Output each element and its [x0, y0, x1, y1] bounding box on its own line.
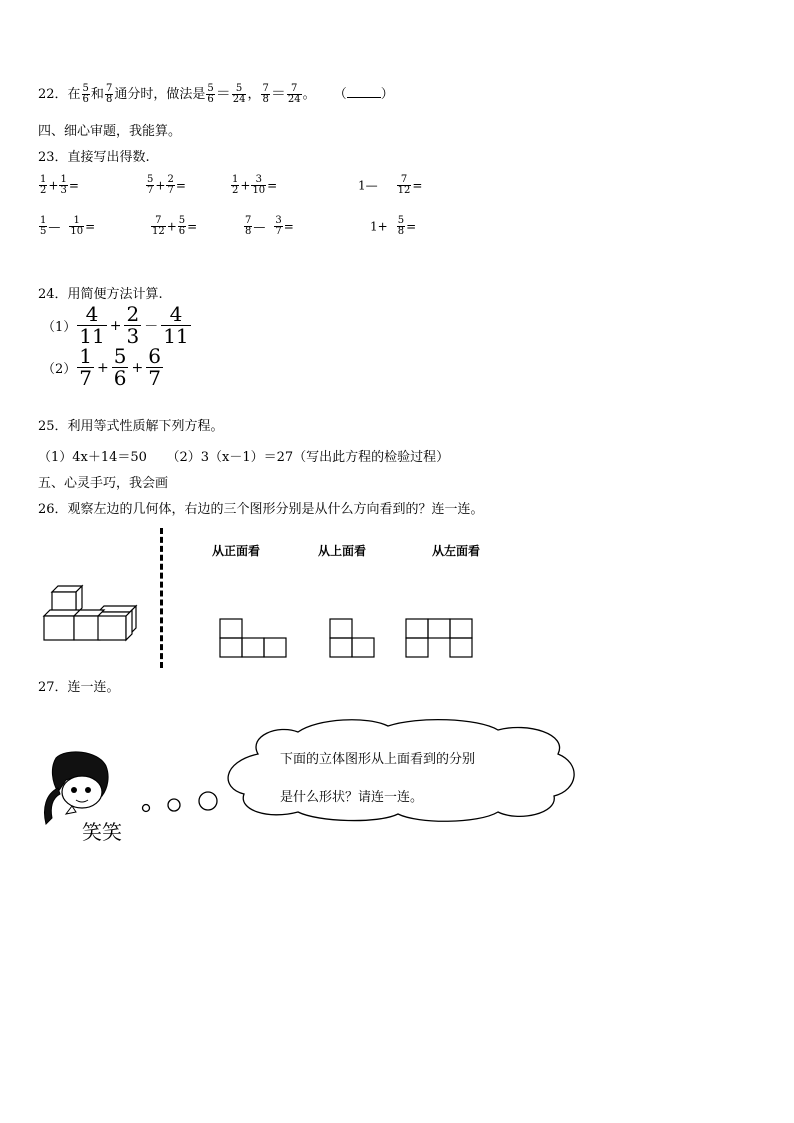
q23-item-3: $\frac{1}{2}$ + $\frac{3}{10}$ =: [232, 174, 278, 196]
question-23-title: 23．直接写出得数.: [38, 150, 150, 165]
thought-cloud: [218, 716, 584, 826]
cube-solid-figure: [40, 584, 146, 644]
fraction: $\frac{5}{6}$: [207, 83, 214, 105]
q23-item-4: 1— $\frac{7}{12}$ =: [358, 174, 423, 196]
question-24-title: 24．用简便方法计算.: [38, 287, 163, 302]
section-5-heading: 五、心灵手巧，我会画: [38, 476, 169, 491]
q23-item-7: $\frac{7}{8}$ — $\frac{3}{7}$ =: [245, 215, 294, 237]
fraction: $\frac{5}{6}$: [82, 83, 89, 105]
fraction: $\frac{7}{8}$: [105, 83, 113, 105]
q23-item-6: $\frac{7}{12}$ + $\frac{5}{6}$ =: [152, 215, 198, 237]
bubble-text-line-1: 下面的立体图形从上面看到的分别: [280, 752, 476, 767]
q23-item-1: $\frac{1}{2}$ + $\frac{1}{3}$ =: [40, 174, 79, 196]
view-shape-1[interactable]: [219, 618, 289, 658]
view-label-front[interactable]: 从正面看: [212, 544, 261, 558]
thought-bubble-dots: [138, 788, 222, 818]
character-name: 笑笑: [82, 820, 122, 844]
view-shape-2[interactable]: [329, 618, 377, 658]
q24-part-2: （2） $\frac{1}{7}$ + $\frac{5}{6}$ + $\frac{6}{7}$: [42, 344, 161, 390]
question-25-equations: （1）4x＋14＝50 （2）3（x－1）＝27（写出此方程的检验过程）: [38, 450, 450, 465]
q23-item-8: 1+ $\frac{5}{8}$ =: [370, 215, 417, 237]
view-shape-3[interactable]: [405, 618, 475, 658]
answer-blank[interactable]: [347, 85, 381, 98]
question-25-title: 25．利用等式性质解下列方程。: [38, 419, 224, 434]
view-label-top[interactable]: 从上面看: [318, 544, 367, 558]
dashed-divider: [160, 528, 163, 668]
bubble-text-line-2: 是什么形状？请连一连。: [280, 790, 424, 805]
question-26-title: 26．观察左边的几何体，右边的三个图形分别是从什么方向看到的？连一连。: [38, 502, 484, 517]
view-label-left[interactable]: 从左面看: [432, 544, 481, 558]
section-4-heading: 四、细心审题，我能算。: [38, 124, 182, 139]
q24-part-1: （1） $\frac{4}{11}$ + $\frac{2}{3}$ － $\frac{4}{11}$: [42, 302, 189, 348]
fraction: $\frac{7}{24}$: [287, 83, 301, 105]
q22-number: 22．在: [38, 87, 81, 102]
q23-item-5: $\frac{1}{5}$ — $\frac{1}{10}$ =: [40, 215, 96, 237]
question-22: 22．在 $\frac{5}{6}$ 和 $\frac{7}{8}$ 通分时，做法是 $\frac{5}{6}$ ＝ $\frac{5}{24}$ ， $\frac{7}{8}$ ＝ $\frac{7}{24}$ 。 （ ）: [38, 83, 394, 105]
q23-item-2: $\frac{5}{7}$ + $\frac{2}{7}$ =: [147, 174, 186, 196]
question-27-title: 27．连一连。: [38, 680, 120, 695]
fraction: $\frac{5}{24}$: [232, 83, 246, 105]
fraction: $\frac{7}{8}$: [262, 83, 269, 105]
